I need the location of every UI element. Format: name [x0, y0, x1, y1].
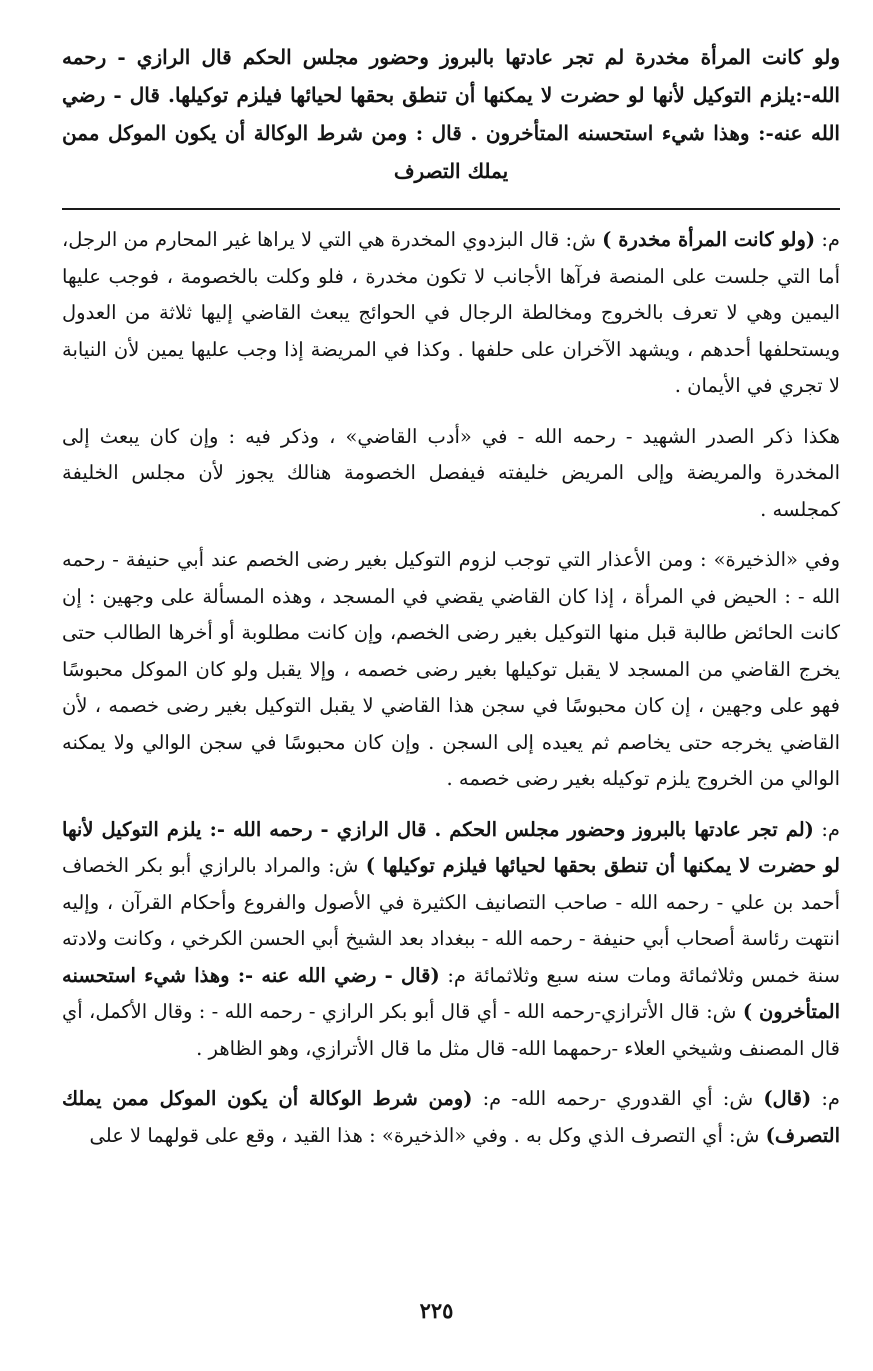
matn-quote: (لم تجر عادتها بالبروز وحضور مجلس الحكم . قال الرازي - رحمه الله -: يلزم التوكيل لأنها لو حضرت لا يمكنها أن تنطق بحقها لحيائها فيلزم توكيلها ): [62, 817, 840, 877]
matn-quote: (قال - رضي الله عنه -: وهذا شيء استحسنه المتأخرون ): [62, 963, 840, 1023]
commentary-paragraph-3: [62, 542, 840, 798]
commentary-text: ش: أي القدوري -رحمه الله- م:: [472, 1087, 764, 1110]
commentary-paragraph-2: [62, 419, 840, 529]
commentary-paragraph-5: [62, 1081, 840, 1154]
commentary-marker: م:: [811, 1087, 840, 1110]
commentary-text: هكذا ذكر الصدر الشهيد - رحمه الله - في «أدب القاضي» ، وذكر فيه : وإن كان يبعث إلى المخدرة والمريضة وإلى المريض خليفته فيفصل الخصومة هنالك يجوز لأن مجلس الخليفة كمجلسه .: [62, 424, 840, 521]
matn-quote: (ومن شرط الوكالة أن يكون الموكل ممن يملك التصرف): [62, 1087, 840, 1147]
matn-text: ولو كانت المرأة مخدرة لم تجر عادتها بالبروز وحضور مجلس الحكم قال الرازي - رحمه الله-:يلزم التوكيل لأنها لو حضرت لا يمكنها أن تنطق بحقها لحيائها فيلزم توكيلها. قال - رضي الله عنه-: وهذا شيء استحسنه المتأخرون . قال : ومن شرط الوكالة أن يكون الموكل ممن يملك التصرف: [62, 45, 841, 183]
commentary-paragraph-4: [62, 812, 840, 1068]
commentary-marker: م:: [813, 817, 841, 841]
commentary-text: وفي «الذخيرة» : ومن الأعذار التي توجب لزوم التوكيل بغير رضى الخصم عند أبي حنيفة - رحمه الله - : الحيض في المرأة ، إذا كان القاضي يقضي في المسجد ، وهذه المسألة على وجهين : إن كانت الحائض طالبة قبل منها التوكيل بغير رضى الخصم، وإن كانت مطلوبة أو أخرها الطالب حتى يخرج القاضي من المسجد لا يقبل توكيلها بغير رضى خصمه ، وإلا يقبل ولو كان الموكل محبوسًا فهو على وجهين ، إن كان محبوسًا في سجن هذا القاضي لا يقبل التوكيل بغير رضى خصمه ، لأن القاضي يخرجه حتى يخاصم ثم يعيده إلى السجن . وإن كان محبوسًا في سجن الوالي ولا يمكنه الوالي من الخروج يلزم توكيله بغير رضى خصمه .: [62, 548, 840, 790]
section-divider: [62, 208, 840, 210]
commentary-text: ش: قال الأترازي-رحمه الله - أي قال أبو بكر الرازي - رحمه الله - : وقال الأكمل، أي قال المصنف وشيخي العلاء -رحمهما الله- قال مثل ما قال الأترازي، وهو الظاهر .: [62, 1000, 840, 1060]
matn-quote: (ولو كانت المرأة مخدرة ): [602, 228, 816, 251]
commentary-text: ش: أي التصرف الذي وكل به . وفي «الذخيرة» : هذا القيد ، وقع على قولهما لا على: [89, 1123, 766, 1147]
commentary-marker: م:: [815, 228, 841, 251]
commentary-text: ش: والمراد بالرازي أبو بكر الخصاف أحمد بن علي - رحمه الله - صاحب التصانيف الكثيرة في الأصول والفروع وأحكام القرآن ، وإليه انتهت رئاسة أصحاب أبي حنيفة - رحمه الله - ببغداد بعد الشيخ أبي الحسن الكرخي ، وكانت ولادته سنة خمس وثلاثمائة ومات سنه سبع وثلاثمائة م:: [62, 854, 841, 987]
page-number: ٢٢٥: [419, 1298, 454, 1323]
commentary-text: ش: قال البزدوي المخدرة هي التي لا يراها غير المحارم من الرجل، أما التي جلست على المنصة فرآها الأجانب لا تكون مخدرة ، فلو وكلت بالخصومة ، فوجب عليها اليمين وهي لا تعرف بالخروج ومخالطة الرجال في الحوائج يبعث القاضي إليها ثلاثة من العدول ويستحلفها أحدهم ، ويشهد الآخران على حلفها . وكذا في المريضة إذا وجب عليها يمين لأن النيابة لا تجري في الأيمان .: [62, 228, 840, 397]
page-body: [62, 38, 840, 1168]
matn-quote: (قال): [763, 1087, 812, 1110]
commentary-paragraph-1: [62, 222, 840, 405]
